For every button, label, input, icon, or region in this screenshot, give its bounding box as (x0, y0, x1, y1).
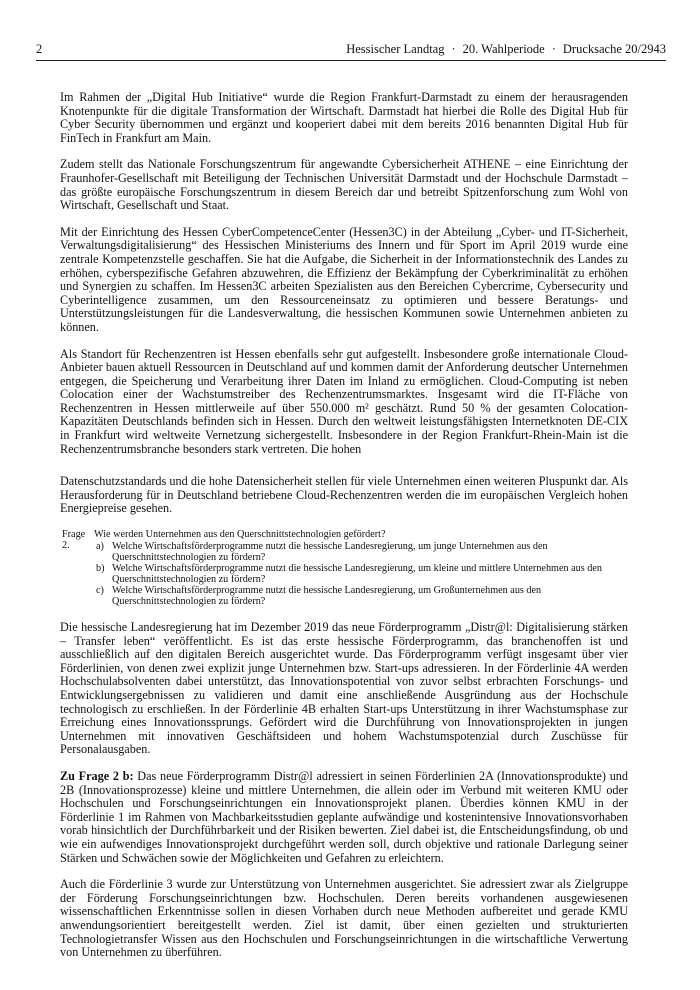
sub-question-text: Welche Wirtschaftsförderprogramme nutzt die hessische Landesregierung, um Großunternehmen aus den Querschnittstechnologien zu fördern? (112, 585, 542, 608)
answer-2b-lead: Zu Frage 2 b: (60, 768, 134, 783)
header-separator: · (451, 42, 456, 56)
answer-2b-continued: Auch die Förderlinie 3 wurde zur Unterstützung von Unternehmen ausgerichtet. Sie adressiert zwar als Zielgruppe der Förderung Forschungseinrichtungen bzw. Hochschulen. Deren bereits vorhandenen ausgewiesenen wissenschaftlichen Erkenntnisse sollen in diesen Vorhaben durch neue Methoden aufbereitet und gerade KMU anwendungsorientiert bereitgestellt werden. Ziel ist damit, über einen gezielten und strukturierten Technologietransfer Wissen aus den Hochschulen und Forschungseinrichtungen in die wirtschaftliche Verwertung von Unternehmen zu überführen. (60, 877, 628, 960)
body-text (60, 91, 628, 973)
paragraph-athene: Zudem stellt das Nationale Forschungszentrum für angewandte Cybersicherheit ATHENE – eine Einrichtung der Fraunhofer-Gesellschaft mit Beteiligung der Technischen Universität Darmstadt und der Hochschule Darmstadt – das größte europäische Forschungszentrum in diesem Bereich dar und betreibt Spitzenforschung zum Wohl von Wirtschaft, Gesellschaft und Staat. (60, 157, 628, 213)
answer-2a: Die hessische Landesregierung hat im Dezember 2019 das neue Förderprogramm „Distr@l: Digitalisierung stärken – Transfer leben“ veröffentlicht. Es ist das erste hessische Förderprogramm, das branchenoffen ist und ausschließlich auf den digitalen Bereich ausgerichtet wurde. Das Förderprogramm verfügt insgesamt über vier Förderlinien, von denen zwei explizit junge Unternehmen bzw. Start-ups adressieren. In der Förderlinie 4A werden Hochschulabsolventen dabei unterstützt, das Innovationspotential von zuvor selbst erbrachten Forschungs- und Entwicklungsergebnissen zu validieren und damit eine anschließende Ausgründung aus der Hochschule technologisch zu erschließen. In der Förderlinie 4B erhalten Start-ups Unterstützung in ihrer Wachstumsphase zur Erreichung eines Innovationssprungs. Gefördert wird die Durchführung von Innovationsprojekten in jungen Unternehmen mit innovativen Geschäftsideen und hohem Wachstumspotenzial durch Zuschüsse für Personalausgaben. (60, 620, 628, 757)
document-number: Drucksache 20/2943 (562, 42, 666, 56)
legislative-period: 20. Wahlperiode (462, 42, 545, 56)
paragraph-data-protection: Datenschutzstandards und die hohe Datensicherheit stellen für viele Unternehmen einen weiteren Pluspunkt dar. Als Herausforderung für in Deutschland betriebene Cloud-Rechenzentren werden die im europäischen Vergleich hohen Energiepreise gesehen. (60, 474, 628, 516)
sub-question (94, 541, 628, 563)
publisher: Hessischer Landtag (346, 42, 445, 56)
answer-2b-text: Das neue Förderprogramm Distr@l adressiert in seinen Förderlinien 2A (Innovationsprodukte) und 2B (Innovationsprozesse) kleine und mittlere Unternehmen, die allein oder im Verbund mit weiteren KMU oder Hochschulen und Forschungseinrichtungen ein Innovationsprojekt planen. Überdies können KMU in der Förderlinie 1 im Rahmen von Machbarkeitsstudien geplante aufwändige und kostenintensive Innovationsvorhaben vorab hinsichtlich der Durchführbarkeit und der Risiken bewerten. Ziel dabei ist, die Entscheidungsfindung, ob und wie ein aufwendiges Innovationsprojekt durchgeführt werden soll, durch objektive und rationale Darlegung seiner Stärken und Schwächen sowie der Möglichkeiten und Gefahren zu erleichtern. (60, 768, 628, 865)
sub-question (94, 563, 628, 585)
sub-question-text: Welche Wirtschaftsförderprogramme nutzt die hessische Landesregierung, um junge Unternehmen aus den Querschnittstechnologien zu fördern? (112, 541, 548, 564)
question-text: Wie werden Unternehmen aus den Querschnittstechnologien gefördert? (94, 529, 386, 541)
paragraph-data-centers: Als Standort für Rechenzentren ist Hessen ebenfalls sehr gut aufgestellt. Insbesondere große internationale Cloud-Anbieter bauen aktuell Ressourcen in Deutschland auf und kommen damit der Anforderung deutscher Unternehmen entgegen, die Speicherung und Verarbeitung ihrer Daten im Inland zu ermöglichen. Cloud-Computing ist neben Colocation einer der Wachstumstreiber des Rechenzentrumsmarktes. Insgesamt wird die IT-Fläche von Rechenzentren in Hessen mittlerweile auf über 550.000 m² geschätzt. Rund 50 % der gesamten Colocation-Kapazitäten Deutschlands befinden sich in Hessen. Durch den weltweit leistungsfähigsten Internetknoten DE-CIX in Frankfurt wird weltweite Vernetzung sichergestellt. Insbesondere in der Region Frankfurt-Rhein-Main ist die Rechenzentrumsbranche besonders stark vertreten. Die hohen (60, 346, 628, 456)
sub-question-letter: b) (96, 563, 105, 575)
sub-question-text: Welche Wirtschaftsförderprogramme nutzt die hessische Landesregierung, um kleine und mittlere Unternehmen aus den Querschnittstechnologien zu fördern? (112, 563, 602, 586)
page-number: 2 (36, 42, 43, 56)
paragraph-digital-hub: Im Rahmen der „Digital Hub Initiative“ wurde die Region Frankfurt-Darmstadt zu einem der herausragenden Knotenpunkte für die digitale Transformation der Wirtschaft. Darmstadt hat hierbei die Rolle des Digital Hub für Cyber Security übernommen und ergänzt und kooperiert dabei mit dem bereits 2016 benannten Digital Hub für FinTech in Frankfurt am Main. (60, 90, 628, 145)
header-separator: · (551, 42, 556, 56)
answer-2b (60, 770, 628, 865)
question-block (60, 529, 628, 607)
question-label: Frage 2. (62, 529, 86, 552)
sub-question-letter: a) (96, 541, 104, 553)
sub-question-letter: c) (96, 585, 104, 597)
running-title (346, 42, 666, 57)
running-header (36, 40, 666, 61)
sub-question (94, 585, 628, 607)
paragraph-hessen3c: Mit der Einrichtung des Hessen CyberCompetenceCenter (Hessen3C) in der Abteilung „Cyber- und IT-Sicherheit, Verwaltungsdigitalisierung“ des Hessischen Ministeriums des Innern und für Sport im April 2019 wurde eine zentrale Kompetenzstelle geschaffen. Sie hat die Aufgabe, die Sicherheit in der Informationstechnik des Landes zu erhöhen, cyberspezifische Gefahren abzuwehren, die Effizienz der Bekämpfung der Cyberkriminalität zu erhöhen und Synergien zu schaffen. Im Hessen3C arbeiten Spezialisten aus den Bereichen Cybercrime, Cybersecurity und Cyberintelligence zusammen, um den Ressourceneinsatz zu optimieren und bessere Beratungs- und Unterstützungsleistungen für die Landesverwaltung, die hessischen Kommunen sowie Unternehmen anbieten zu können. (60, 224, 628, 334)
question-body (94, 529, 628, 607)
